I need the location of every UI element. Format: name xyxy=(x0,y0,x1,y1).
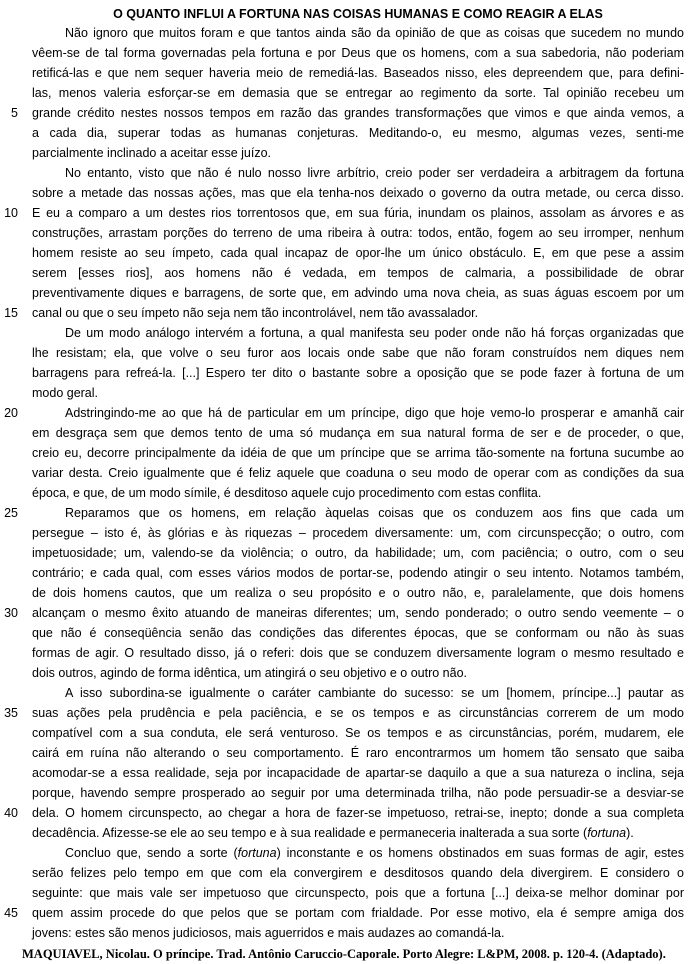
line-text: alcançam o mesmo êxito atuando de maneiras diferentes; um, sendo ponderado; o outro sendo veemente – o xyxy=(32,606,684,620)
text-line xyxy=(0,363,700,383)
line-number: 25 xyxy=(4,506,18,520)
line-number: 45 xyxy=(4,906,18,920)
line-text: porque, havendo sempre prosperado ao seguir por uma determinada trilha, não pode persuadir-se a desviar-se xyxy=(32,786,684,800)
text-line xyxy=(0,403,700,423)
line-text: las, menos valeria esforçar-se em demasia que se entregar ao regimento da sorte. Tal opinião recebeu um xyxy=(32,86,684,100)
text-line xyxy=(0,423,700,443)
text-line xyxy=(0,103,700,123)
text-line xyxy=(0,543,700,563)
text-line xyxy=(0,583,700,603)
line-text: parcialmente inclinado a aceitar esse juízo. xyxy=(32,146,272,160)
text-line xyxy=(0,903,700,923)
line-text: época, e que, de um modo símile, é desditoso aquele cujo procedimento com estas conflita. xyxy=(32,486,542,500)
line-text: creio eu, decorre principalmente da idéia de que um príncipe que se arrima tão-somente na fortuna sucumbe ao xyxy=(32,446,684,460)
text-line xyxy=(0,163,700,183)
line-text: E eu a comparo a um destes rios torrentosos que, em sua fúria, inundam os plainos, assolam as árvores e as xyxy=(32,206,684,220)
text-line xyxy=(0,443,700,463)
text-line xyxy=(0,803,700,823)
line-text: lhe resistam; ela, que volve o seu furor aos locais onde sabe que não foram construídos nem diques nem xyxy=(32,346,684,360)
text-line xyxy=(0,563,700,583)
line-text: decadência. Afizesse-se ele ao seu tempo e à sua realidade e permaneceria inalterada a sua sorte (fortuna). xyxy=(32,826,634,840)
line-text: impetuosidade; um, valendo-se da violência; o outro, da habilidade; um, com paciência; o outro, com o seu xyxy=(32,546,684,560)
line-text: em desgraça sem que demos tento de uma só mudança em sua natural forma de ser e de proceder, o que, xyxy=(32,426,684,440)
text-line xyxy=(0,483,700,503)
line-text: grande crédito nestes nossos tempos em razão das grandes transformações que vimos e que ainda vemos, a xyxy=(32,106,684,120)
text-line xyxy=(0,43,700,63)
text-line xyxy=(0,863,700,883)
text-line xyxy=(0,203,700,223)
line-text: serão felizes pelo tempo em que com ela convergirem e desditosos quando dela divergirem. E considero o xyxy=(32,866,684,880)
line-text: No entanto, visto que não é nulo nosso livre arbítrio, creio poder ser verdadeira a arbitragem da fortuna xyxy=(65,166,684,180)
line-text: preventivamente diques e barragens, de sorte que, em advindo uma nova cheia, as suas águas escoem por um xyxy=(32,286,684,300)
line-number: 15 xyxy=(4,306,18,320)
line-number: 5 xyxy=(11,106,18,120)
text-line xyxy=(0,283,700,303)
line-text: A isso subordina-se igualmente o caráter cambiante do sucesso: se um [homem, príncipe...] pautar as xyxy=(65,686,684,700)
text-line xyxy=(0,63,700,83)
line-text: vêem-se de tal forma governadas pela fortuna e por Deus que os homens, com a sua sabedoria, não poderiam xyxy=(32,46,684,60)
text-line xyxy=(0,843,700,863)
text-line xyxy=(0,503,700,523)
line-text: jovens: estes são menos judiciosos, mais aguerridos e mais audazes ao comandá-la. xyxy=(32,926,505,940)
source-citation: MAQUIAVEL, Nicolau. O príncipe. Trad. Antônio Caruccio-Caporale. Porto Alegre: L&PM, 2008. p. 120-4. (Adaptado). xyxy=(22,947,666,961)
text-line xyxy=(0,603,700,623)
line-text: dois outros, agindo de forma idêntica, um atingirá o seu objetivo e o outro não. xyxy=(32,666,467,680)
text-line xyxy=(0,823,700,843)
text-line xyxy=(0,643,700,663)
line-text: suas ações pela prudência e pela paciência, e se os tempos e as circunstâncias correrem de um modo xyxy=(32,706,684,720)
line-number: 30 xyxy=(4,606,18,620)
text-line xyxy=(0,923,700,943)
line-text: cairá em ruína não alterando o seu comportamento. É raro encontrarmos um homem tão sensato que saiba xyxy=(32,746,684,760)
line-number: 20 xyxy=(4,406,18,420)
text-line xyxy=(0,263,700,283)
text-line xyxy=(0,883,700,903)
line-text: homem resiste ao seu ímpeto, cada qual incapaz de opor-lhe um único obstáculo. E, em que pese a assim xyxy=(32,246,684,260)
text-line xyxy=(0,763,700,783)
text-line xyxy=(0,623,700,643)
line-text: Adstringindo-me ao que há de particular em um príncipe, digo que hoje vemo-lo prosperar e amanhã cair xyxy=(65,406,684,420)
line-text: canal ou que o seu ímpeto não seja nem tão incontrolável, nem tão avassalador. xyxy=(32,306,479,320)
line-text: de dois homens cautos, que um realiza o seu propósito e o outro não, e, paralelamente, que dois homens xyxy=(32,586,684,600)
text-line xyxy=(0,143,700,163)
text-line xyxy=(0,703,700,723)
line-text: formas de agir. O resultado disso, já o referi: dois que se conduzem diversamente logram o mesmo resultado e xyxy=(32,646,684,660)
line-text: Não ignoro que muitos foram e que tantos ainda são da opinião de que as coisas que sucedem no mundo xyxy=(65,26,684,40)
line-text: barragens para refreá-la. [...] Espero ter dito o bastante sobre a oposição que se pode fazer à fortuna de um xyxy=(32,366,684,380)
text-line xyxy=(0,243,700,263)
text-line xyxy=(0,303,700,323)
text-line xyxy=(0,463,700,483)
text-line xyxy=(0,223,700,243)
line-number: 35 xyxy=(4,706,18,720)
text-line xyxy=(0,523,700,543)
line-text: Concluo que, sendo a sorte (fortuna) inconstante e os homens obstinados em suas formas de agir, estes xyxy=(65,846,684,860)
line-text: a cada dia, superar todas as humanas conjeturas. Meditando-o, eu mesmo, algumas vezes, senti-me xyxy=(32,126,684,140)
text-line xyxy=(0,683,700,703)
line-text: contrário; e cada qual, com esses vários modos de portar-se, podendo atingir o seu intento. Notamos também, xyxy=(32,566,684,580)
line-text: retificá-las e que nem sequer haveria meio de remediá-las. Baseados nisso, eles depreendem que, para defini- xyxy=(32,66,684,80)
line-text: Reparamos que os homens, em relação àquelas coisas que os conduzem aos fins que cada um xyxy=(65,506,684,520)
text-line xyxy=(0,323,700,343)
text-line xyxy=(0,783,700,803)
text-line xyxy=(0,663,700,683)
text-line xyxy=(0,743,700,763)
line-number: 10 xyxy=(4,206,18,220)
line-text: sobre a metade das nossas ações, mas que ela tenha-nos deixado o governo da outra metade, ou cerca disso. xyxy=(32,186,684,200)
text-line xyxy=(0,383,700,403)
text-line xyxy=(0,123,700,143)
text-line xyxy=(0,723,700,743)
line-text: persegue – isto é, às glórias e às riquezas – procedem diversamente: um, com circunspecção; o outro, com xyxy=(32,526,684,540)
line-text: variar desta. Creio igualmente que é feliz aquele que coaduna o seu modo de operar com as condições da sua xyxy=(32,466,684,480)
line-text: acomodar-se a essa realidade, seja por incapacidade de apartar-se daquilo a que a sua natureza o inclina, seja xyxy=(32,766,684,780)
document-title: O QUANTO INFLUI A FORTUNA NAS COISAS HUMANAS E COMO REAGIR A ELAS xyxy=(113,7,603,21)
line-text: seguinte: que mais vale ser impetuoso que circunspecto, pois que a fortuna [...] deixa-se melhor dominar por xyxy=(32,886,684,900)
text-line xyxy=(0,183,700,203)
line-number: 40 xyxy=(4,806,18,820)
line-text: modo geral. xyxy=(32,386,99,400)
text-line xyxy=(0,343,700,363)
text-line xyxy=(0,23,700,43)
line-text: De um modo análogo intervém a fortuna, a qual manifesta seu poder onde não há forças organizadas que xyxy=(65,326,684,340)
line-text: quem assim procede do que pelos que se portam com frialdade. Por esse motivo, ela é sempre amiga dos xyxy=(32,906,684,920)
line-text: compatível com a sua conduta, ele será venturoso. Se os tempos e as circunstâncias, porém, mudarem, ele xyxy=(32,726,684,740)
line-text: dela. O homem circunspecto, ao chegar a hora de fazer-se impetuoso, retrai-se, inepto; donde a sua completa xyxy=(32,806,684,820)
line-text: serem [esses rios], aos homens não é vedada, em tempos de calmaria, a possibilidade de obrar xyxy=(32,266,684,280)
text-line xyxy=(0,83,700,103)
text-body xyxy=(0,23,700,943)
line-text: construções, arrastam porções do terreno de uma ribeira à outra: todos, então, fogem ao seu irromper, nenhum xyxy=(32,226,684,240)
line-text: que não é conseqüência senão das condições das diferentes épocas, que se conformam ou não às suas xyxy=(32,626,684,640)
